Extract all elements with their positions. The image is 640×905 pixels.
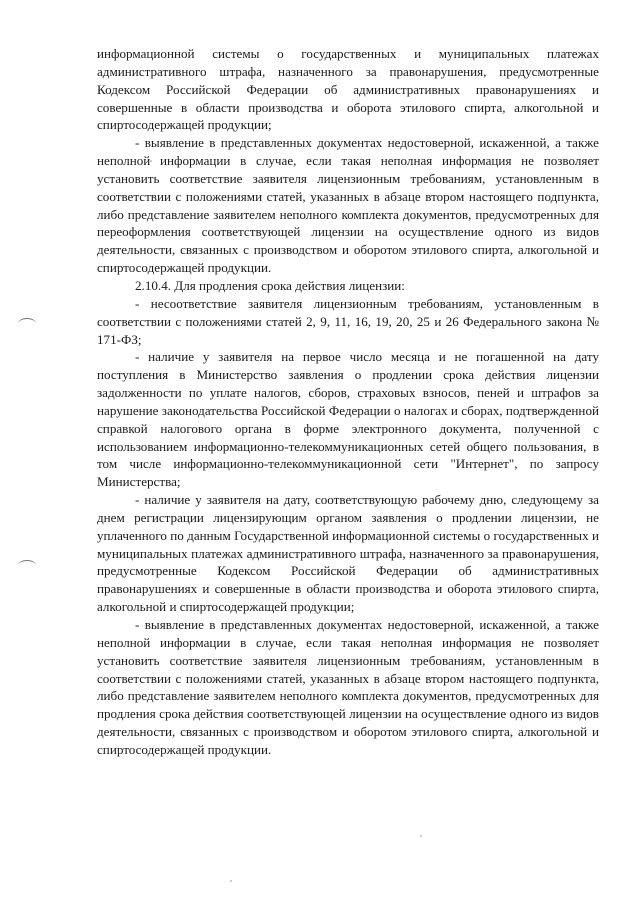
- scan-speck: [420, 835, 422, 837]
- section-heading-2-10-4: 2.10.4. Для продления срока действия лицензии:: [135, 277, 405, 293]
- paragraph-6: - наличие у заявителя на дату, соответствующую рабочему дню, следующему за днем регистрации лицензирующим органом заявления о продлении лицензии, не уплаченного по данным Государственной информационной системы о государственных и муниципальных платежах административного штрафа, назначенного за правонарушения, предусмотренные Кодексом Российской Федерации об административных правонарушениях и совершенные в области производства и оборота этилового спирта, алкогольной и спиртосодержащей продукции;: [97, 492, 599, 615]
- paragraph-7: - выявление в представленных документах недостоверной, искаженной, а также неполной информации в случае, если такая неполная информация не позволяет установить соответствие заявителя лицензионным требованиям, установленным в соответствии с положениями статей, указанных в абзаце втором настоящего подпункта, либо представление заявителем неполного комплекта документов, предусмотренных для продления срока действия соответствующей лицензии на осуществление одного из видов деятельности, связанных с производством и оборотом этилового спирта, алкогольной и спиртосодержащей продукции.: [97, 617, 599, 757]
- paragraph-4: - несоответствие заявителя лицензионным требованиям, установленным в соответствии с положениями статей 2, 9, 11, 16, 19, 20, 25 и 26 Федерального закона № 171-ФЗ;: [97, 295, 599, 347]
- paragraph-5: - наличие у заявителя на первое число месяца и не погашенной на дату поступления в Министерство заявления о продлении срока действия лицензии задолженности по уплате налогов, сборов, страховых взносов, пеней и штрафов за нарушение законодательства Российской Федерации о налогах и сборах, подтвержденной справкой налогового органа в форме электронного документа, полученной с использованием информационно-телекоммуникационных сетей общего пользования, в том числе информационно-телекоммуникационной сети "Интернет", по запросу Министерства;: [97, 349, 599, 490]
- scan-punch-mark: [18, 318, 36, 329]
- paragraph-1: информационной системы о государственных и муниципальных платежах административного штрафа, назначенного за правонарушения, предусмотренные Кодексом Российской Федерации об административных правонарушениях и совершенные в области производства и оборота этилового спирта, алкогольной и спиртосодержащей продукции;: [97, 46, 599, 133]
- scan-punch-mark: [18, 560, 36, 571]
- scan-speck: [230, 880, 232, 882]
- paragraph-2: - выявление в представленных документах недостоверной, искаженной, а также неполной информации в случае, если такая неполная информация не позволяет установить соответствие заявителя лицензионным требованиям, установленным в соответствии с положениями статей, указанных в абзаце втором настоящего подпункта, либо представление заявителем неполного комплекта документов, предусмотренных для переоформления соответствующей лицензии на осуществление одного из видов деятельности, связанных с производством и оборотом этилового спирта, алкогольной и спиртосодержащей продукции.: [97, 135, 599, 276]
- document-body: [97, 45, 599, 759]
